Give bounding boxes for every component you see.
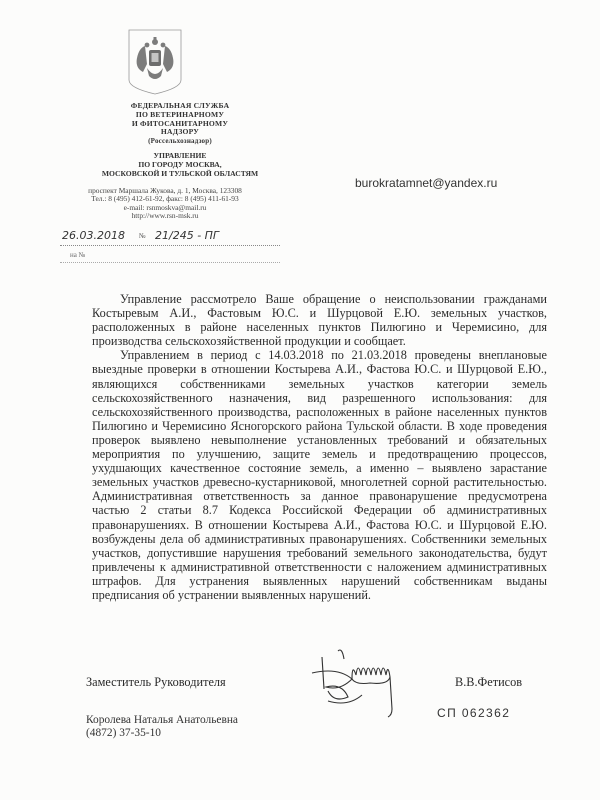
contact-email: e-mail: rsnmoskva@mail.ru (123, 202, 207, 212)
body-paragraph: Управлением в период с 14.03.2018 по 21.03.2018 проведены внеплановые выездные проверки в отношении Костырева А.И., Фастова Ю.С. и Шурцовой Е.Ю., являющихся собственниками земельных участков категории земель сельскохозяйственного назначения, вид разрешенного использования: для сельскохозяйственного производства, расположенных в районе населенных пунктов Пилюгино и Черемисино Ясногорского района Тульской области. В ходе проведения проверок выявлено невыполнение установленных требований и обязательных мероприятия по улучшению, защите земель и предотвращению процессов, ухудшающих качественное состояние земель, а именно – выявлено зарастание земельных участков древесно-кустарниковой, многолетней сорной растительностью. Административная ответственность за данное правонарушение предусмотрена частью 2 статьи 8.7 Кодекса Российской Федерации об административных правонарушениях. В отношении Костырева А.И., Фастова Ю.С. и Шурцовой Е.Ю. возбуждены дела об административных правонарушениях. Собственники земельных участков, допустившие нарушения требований земельного законодательства, будут привлечены к административной ответственности с наложением административных штрафов. Для устранения выявленных нарушений собственникам выданы предписания об устранении выявленных нарушений. (92, 348, 547, 602)
russian-coat-of-arms-icon (125, 28, 185, 98)
number-label: № (139, 232, 146, 240)
address: проспект Маршала Жукова, д. 1, Москва, 123308 (88, 186, 242, 195)
agency-line: НАДЗОРУ (160, 127, 200, 137)
contact-info (40, 187, 290, 220)
executor-info (86, 714, 238, 740)
recipient-email: burokratamnet@yandex.ru (355, 176, 498, 190)
agency-name (80, 102, 280, 146)
agency-line: ПО ВЕТЕРИНАРНОМУ (135, 109, 225, 119)
letter-number: 21/245 - ПГ (155, 229, 220, 242)
agency-short-name: (Россельхознадзор) (148, 137, 212, 146)
registration-line (60, 229, 280, 246)
signatory-name: В.В.Фетисов (455, 675, 523, 689)
department-line: ПО ГОРОДУ МОСКВА, (138, 159, 222, 169)
form-serial-number: СП 062362 (437, 706, 511, 720)
department-name (70, 152, 290, 178)
department-line: УПРАВЛЕНИЕ (153, 151, 207, 160)
executor-name: Королева Наталья Анатольевна (86, 714, 238, 726)
agency-line: ФЕДЕРАЛЬНАЯ СЛУЖБА (130, 101, 230, 110)
reference-label: на № (70, 251, 86, 259)
executor-phone: (4872) 37-35-10 (86, 727, 161, 740)
reference-line (60, 252, 280, 263)
letter-body (92, 292, 547, 602)
letter-date: 26.03.2018 (62, 229, 125, 242)
handwritten-signature-icon (308, 645, 418, 725)
signatory-position: Заместитель Руководителя (86, 675, 226, 689)
department-line: МОСКОВСКОЙ И ТУЛЬСКОЙ ОБЛАСТЯМ (101, 168, 259, 178)
body-paragraph: Управление рассмотрело Ваше обращение о неиспользовании гражданами Костыревым А.И., Фастовым Ю.С. и Шурцовой Е.Ю. земельных участков, расположенных в районе населенных пунктов Пилюгино и Черемисино, для производства сельскохозяйственной продукции и сообщает. (92, 292, 547, 349)
agency-line: И ФИТОСАНИТАРНОМУ (131, 118, 229, 128)
website: http://www.rsn-msk.ru (131, 210, 199, 220)
phone-fax: Тел.: 8 (495) 412-61-92, факс: 8 (495) 411-61-93 (91, 194, 239, 204)
